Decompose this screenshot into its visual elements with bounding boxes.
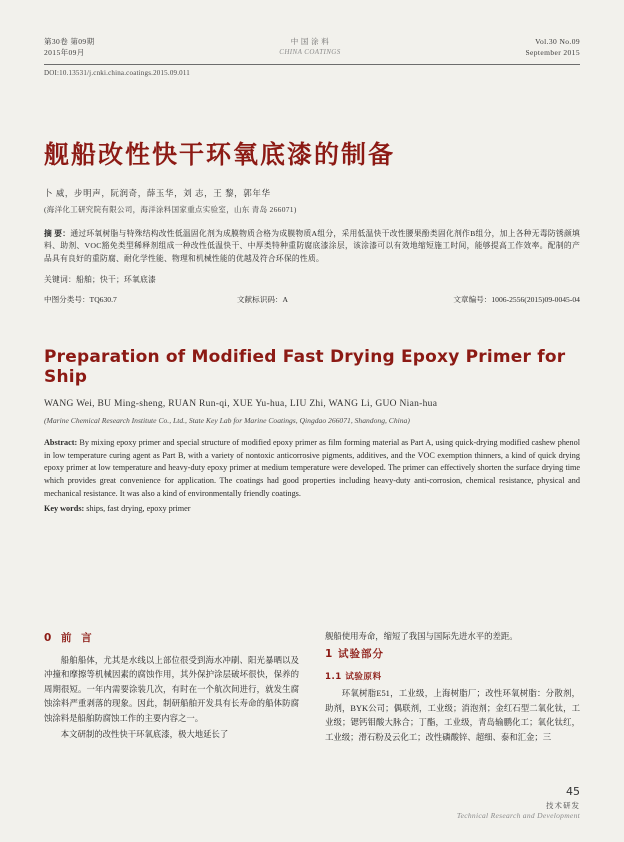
doi-line: DOI:10.13531/j.cnki.china.coatings.2015.09.011 — [44, 68, 191, 77]
page-number: 45 — [566, 785, 580, 798]
page-title-en: Preparation of Modified Fast Drying Epoxy Primer for Ship — [44, 347, 566, 388]
paragraph: 舰船使用寿命，缩短了我国与国际先进水平的差距。 — [325, 632, 518, 641]
keywords-cn: 关键词：船舶；快干；环氧底漆 — [44, 275, 156, 285]
keywords-text-en: ships, fast drying, epoxy primer — [84, 503, 191, 513]
page-title-cn: 舰船改性快干环氧底漆的制备 — [44, 139, 396, 169]
clc-number: 中图分类号：TQ630.7 — [44, 295, 117, 305]
authors-cn: 卜 威，步明声，阮润奇，薛玉华，刘 志，王 黎，郭年华 — [44, 187, 271, 198]
page-header — [44, 36, 580, 59]
section-heading-1: 1 试验部分 — [325, 648, 384, 661]
abstract-cn — [44, 228, 580, 267]
paragraph: 本文研制的改性快干环氧底漆，极大地延长了 — [60, 730, 229, 740]
affiliation-cn: (海洋化工研究院有限公司，海洋涂料国家重点实验室，山东 青岛 266071) — [44, 204, 297, 214]
paragraph: 环氧树脂E51，工业级，上海树脂厂；改性环氧树脂：分散剂，助剂，BYK公司；偶联剂，工业级；消泡剂；金红石型二氧化钛，工业级；锶钙钼酸大脉合；丁酯，工业级，青岛输鹏化工；氧化钛红，工业级；滑石粉及云化工；改性磷酸锌、超细、泰和汇金；三 — [325, 689, 580, 742]
abstract-en — [44, 437, 580, 501]
volume-issue-en: Vol.30 No.09 — [535, 37, 580, 46]
paragraph: 船舶船体，尤其是水线以上部位很受到海水冲刷、阳光暴晒以及冲撞和摩擦等机械因素的腐蚀作用，其外保护涂层破坏很快，保养的周期很短。一年内需要涂装几次，有时在一个航次间进行，就发生腐蚀涂料严重剥落的现象。因此，制研船舶开发具有长寿命的船体防腐蚀涂料是船舶防腐蚀工作的主要内容之一。 — [44, 656, 299, 723]
section-heading-0: 0 前 言 — [44, 632, 95, 644]
header-journal — [279, 36, 340, 58]
issue-date: 2015年09月 — [44, 48, 85, 58]
body-column-right — [325, 630, 580, 747]
article-meta-cn — [44, 294, 580, 305]
keywords-label-en: Key words: — [44, 503, 85, 513]
volume-issue: 第30卷 第09期 — [44, 37, 95, 46]
footer-section-en: Technical Research and Development — [456, 811, 580, 820]
keywords-en — [44, 504, 580, 513]
abstract-label-cn: 摘 要： — [44, 228, 71, 238]
header-left — [44, 36, 94, 59]
journal-name-en: CHINA COATINGS — [279, 48, 341, 57]
abstract-text-en: By mixing epoxy primer and special structure of modified epoxy primer as film forming material as Part A, using quick-drying modified cashew phenol in low temperature curing agent as Part B, with a variety of nontoxic anticorrosive pigments, additives, and the VOC exemption thinners, a kind of quick drying epoxy primer at low temperature and heavy-duty epoxy primer at medium temperature were developed. The primer can effectively shorten the surface drying time which provides great convenience for application. The coatings had good properties including heavy-duty anti-corrosion, chemical resistance, physical and mechanical resistance. It was also a kind of environmentally friendly coatings. — [44, 438, 581, 498]
article-id: 文章编号：1006-2556(2015)09-0045-04 — [453, 295, 580, 305]
page-footer — [457, 785, 580, 820]
affiliation-en: (Marine Chemical Research Institute Co., Ltd., State Key Lab for Marine Coatings, Qingdao 266071, Shandong, China) — [44, 416, 410, 426]
issue-date-en: September 2015 — [525, 48, 580, 58]
abstract-text-cn: 通过环氧树脂与特殊结构改性低温固化剂为成膜物质合格为成膜物质A组分，采用低温快干改性腰果酚类固化剂作B组分，加上各种无毒防锈颜填料、助剂、VOC豁免类型稀释剂组成一种改性低温快干、中厚类特种重防腐底漆涂层，该涂漆可以有效地缩短施工时间，能够提高工作效率。配制的产品具有良好的重防腐、耐化学性能、物理和机械性能的优越及符合环保的性质。 — [44, 228, 581, 264]
body-columns — [44, 630, 580, 747]
header-right — [525, 36, 580, 59]
footer-section-cn: 技术研发 — [546, 801, 580, 810]
journal-name-cn: 中 国 涂 料 — [290, 37, 330, 46]
header-divider — [44, 64, 580, 65]
authors-en: WANG Wei, BU Ming-sheng, RUAN Run-qi, XUE Yu-hua, LIU Zhi, WANG Li, GUO Nian-hua — [44, 399, 438, 410]
document-code: 文献标识码：A — [236, 295, 288, 305]
abstract-label-en: Abstract: — [44, 438, 78, 448]
body-column-left — [44, 630, 299, 747]
subsection-heading-1-1: 1.1 试验原料 — [325, 672, 382, 683]
